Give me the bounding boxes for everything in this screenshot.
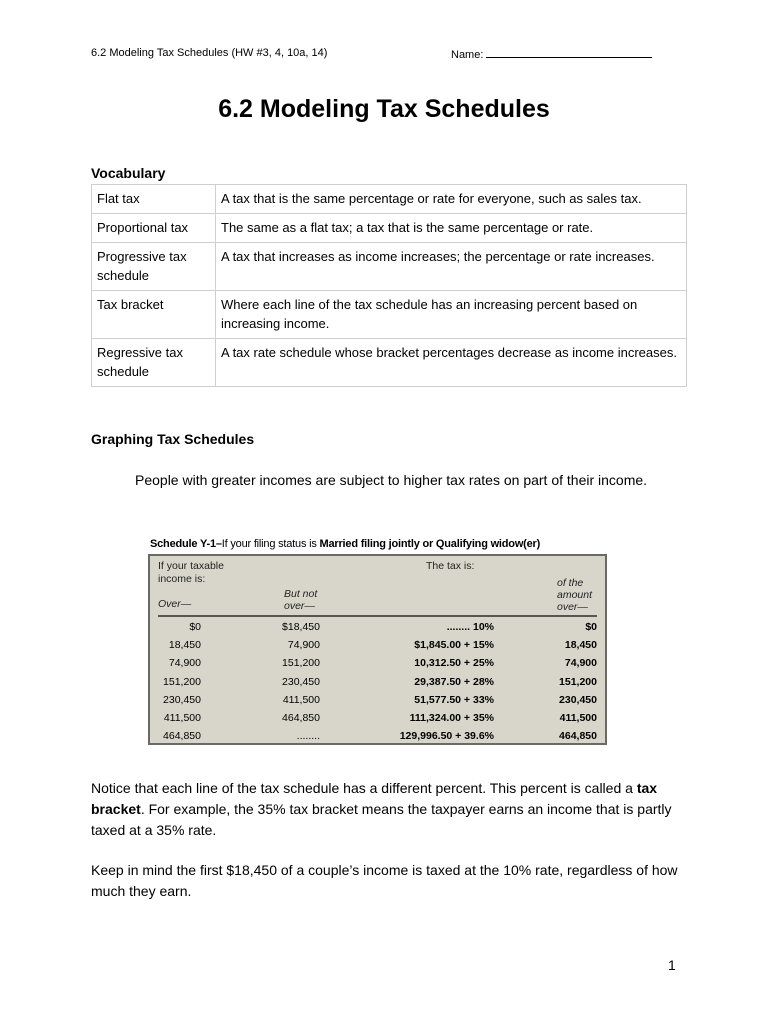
schedule-but-not-over: ........ <box>296 730 320 743</box>
vocab-row <box>92 291 687 339</box>
schedule-over: 74,900 <box>168 657 201 670</box>
schedule-tax: 129,996.50 + 39.6% <box>399 730 494 743</box>
schedule-of-amount-over: $0 <box>585 621 597 633</box>
schedule-of-amount-over: 74,900 <box>564 657 597 670</box>
schedule-tax: 111,324.00 + 35% <box>409 712 494 724</box>
schedule-tax: 10,312.50 + 25% <box>414 657 494 670</box>
col-butnot-line1: But not <box>284 588 318 600</box>
col-if-line1: If your taxable <box>158 560 224 572</box>
notice-term-bold: tax bracket <box>91 780 658 817</box>
schedule-of-amount-over: 464,850 <box>559 730 597 743</box>
name-label: Name: <box>451 49 484 61</box>
schedule-over: 18,450 <box>168 639 201 652</box>
schedule-over: 151,200 <box>163 675 201 688</box>
header-name-field <box>451 47 652 62</box>
vocab-term: Regressive tax schedule <box>92 339 216 387</box>
schedule-row <box>150 709 605 727</box>
col-over-header: Over— <box>158 598 192 610</box>
vocabulary-heading: Vocabulary <box>91 165 166 181</box>
schedule-tax: ........ 10% <box>446 621 494 633</box>
col-if-line2: income is: <box>158 573 206 585</box>
vocab-definition: The same as a flat tax; a tax that is the same percentage or rate. <box>216 214 687 243</box>
schedule-row <box>150 673 605 691</box>
schedule-of-amount-over: 151,200 <box>559 675 597 688</box>
schedule-title-status: Married filing jointly or Qualifying widow(er) <box>319 538 541 550</box>
vocab-term: Progressive tax schedule <box>92 243 216 291</box>
schedule-row <box>150 618 605 636</box>
col-ofamt-line1: of the <box>557 577 584 589</box>
vocab-definition: A tax rate schedule whose bracket percentages decrease as income increases. <box>216 339 687 387</box>
vocab-term: Flat tax <box>92 185 216 214</box>
schedule-title-prefix: Schedule Y-1– <box>150 538 222 550</box>
graphing-intro: People with greater incomes are subject to higher tax rates on part of their income. <box>135 472 648 488</box>
schedule-row <box>150 727 605 745</box>
schedule-row <box>150 636 605 654</box>
vocab-row <box>92 214 687 243</box>
tax-schedule-table <box>148 554 607 745</box>
vocab-definition: Where each line of the tax schedule has an increasing percent based on increasing income. <box>216 291 687 339</box>
schedule-header-rule <box>158 615 597 617</box>
vocab-term: Tax bracket <box>92 291 216 339</box>
notice-paragraph <box>91 778 691 841</box>
schedule-but-not-over: 464,850 <box>282 712 320 724</box>
vocab-definition: A tax that increases as income increases; the percentage or rate increases. <box>216 243 687 291</box>
vocab-row <box>92 243 687 291</box>
schedule-of-amount-over: 411,500 <box>559 712 597 724</box>
col-butnot-line2: over— <box>284 600 315 612</box>
name-blank-line <box>486 47 652 58</box>
schedule-over: 464,850 <box>163 730 201 743</box>
vocabulary-table <box>91 184 687 387</box>
vocab-row <box>92 185 687 214</box>
schedule-but-not-over: 411,500 <box>282 693 320 706</box>
schedule-tax: $1,845.00 + 15% <box>414 639 494 652</box>
schedule-tax: 29,387.50 + 28% <box>414 675 494 688</box>
col-ofamt-line3: over— <box>557 601 588 613</box>
schedule-row <box>150 691 605 709</box>
vocab-row <box>92 339 687 387</box>
schedule-tax: 51,577.50 + 33% <box>414 693 494 706</box>
schedule-row <box>150 654 605 672</box>
vocab-definition: A tax that is the same percentage or rate for everyone, such as sales tax. <box>216 185 687 214</box>
schedule-of-amount-over: 230,450 <box>559 693 597 706</box>
page-number: 1 <box>668 957 676 973</box>
schedule-but-not-over: $18,450 <box>282 621 320 633</box>
schedule-over: $0 <box>189 621 201 633</box>
notice-text-after: . For example, the 35% tax bracket means the taxpayer earns an income that is partly taxed at a 35% rate. <box>91 801 672 838</box>
schedule-of-amount-over: 18,450 <box>564 639 597 652</box>
header-doc-title: 6.2 Modeling Tax Schedules (HW #3, 4, 10a, 14) <box>91 47 328 59</box>
schedule-but-not-over: 230,450 <box>282 675 320 688</box>
schedule-title <box>150 538 540 550</box>
notice-text-before: Notice that each line of the tax schedule has a different percent. This percent is called a <box>91 780 637 796</box>
graphing-heading: Graphing Tax Schedules <box>91 431 255 447</box>
schedule-over: 230,450 <box>163 693 201 706</box>
col-tax-header: The tax is: <box>426 560 475 572</box>
keep-in-mind-paragraph: Keep in mind the first $18,450 of a couple’s income is taxed at the 10% rate, regardless of how much they earn. <box>91 862 678 899</box>
col-ofamt-line2: amount <box>557 589 593 601</box>
schedule-but-not-over: 74,900 <box>287 639 320 652</box>
schedule-but-not-over: 151,200 <box>282 657 320 670</box>
schedule-title-mid: If your filing status is <box>221 538 320 550</box>
page-title: 6.2 Modeling Tax Schedules <box>218 95 550 123</box>
schedule-over: 411,500 <box>163 712 201 724</box>
vocab-term: Proportional tax <box>92 214 216 243</box>
